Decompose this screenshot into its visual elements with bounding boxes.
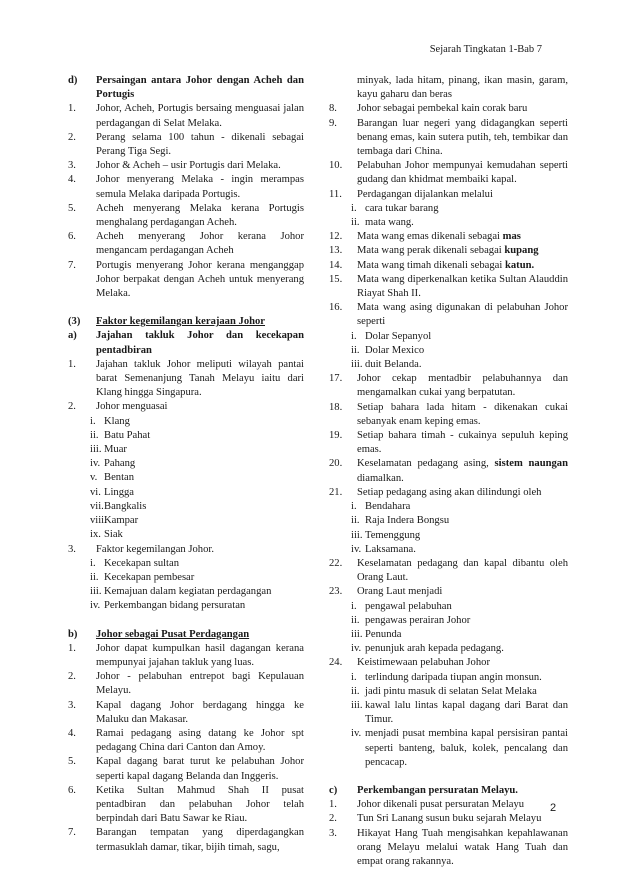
list-item: [329, 117, 568, 160]
item-text: Penunda: [365, 628, 402, 640]
item-text: Dolar Mexico: [365, 344, 425, 356]
item-text: Temenggung: [365, 529, 421, 541]
section-heading: [68, 329, 304, 357]
list-item: [68, 699, 304, 727]
item-text: Barangan tempatan yang diperdagangkan termasuklah damar, tikar, bijih timah, sagu,: [96, 827, 304, 853]
list-item: [329, 244, 568, 258]
item-text: Mata wang emas dikenali sebagai: [357, 231, 503, 243]
sub-list-item: [68, 471, 304, 485]
item-marker: i.: [90, 415, 96, 427]
item-marker: iii.: [351, 628, 363, 640]
item-marker: 2.: [68, 401, 76, 413]
list-item: [68, 259, 304, 302]
sub-list-item: [329, 344, 568, 358]
item-marker: 4.: [68, 174, 76, 186]
item-text: penunjuk arah kepada pedagang.: [365, 643, 504, 655]
item-marker: 2.: [329, 813, 337, 825]
item-text: Acheh menyerang Melaka kerana Portugis menghalang perdagangan Acheh.: [96, 202, 304, 229]
list-item: [68, 755, 304, 783]
sub-list-item: [329, 642, 568, 656]
item-marker: 6.: [68, 231, 76, 243]
item-marker: iv.: [90, 458, 101, 470]
list-item: [68, 131, 304, 159]
sub-list-item: [329, 671, 568, 685]
item-text: Kapal dagang Johor berdagang hingga ke Maluku dan Makasar.: [96, 699, 304, 725]
item-text: Johor cekap mentadbir pelabuhannya dan mengamalkan cukai yang berpatutan.: [357, 373, 568, 399]
item-bold-term: kupang: [504, 245, 539, 257]
item-marker: b): [68, 628, 78, 640]
spacer: [329, 770, 568, 784]
sub-list-item: [329, 529, 568, 543]
sub-list-item: [68, 415, 304, 429]
item-marker: d): [68, 75, 78, 86]
item-text: Kecekapan sultan: [104, 557, 180, 569]
item-marker: 3.: [68, 543, 76, 555]
item-text: Keselamatan pedagang asing,: [357, 458, 495, 470]
item-marker: 5.: [68, 202, 76, 214]
item-marker: 15.: [329, 273, 343, 285]
item-marker: iii.: [351, 699, 363, 711]
item-text: Setiap bahara timah - cukainya sepuluh keping emas.: [357, 430, 568, 456]
item-marker: a): [68, 330, 77, 342]
item-marker: 7.: [68, 827, 76, 839]
item-text: mata wang.: [365, 217, 414, 229]
item-marker: iv.: [90, 600, 101, 612]
item-text: Mata wang timah dikenali sebagai: [357, 259, 505, 271]
sub-list-item: [329, 330, 568, 344]
item-marker: iv.: [351, 728, 362, 740]
list-item: [329, 401, 568, 429]
item-text: Pelabuhan Johor mempunyai kemudahan seperti gudang dan khidmat membaiki kapal.: [357, 160, 568, 186]
item-marker: 14.: [329, 259, 343, 271]
item-marker: 16.: [329, 302, 343, 314]
sub-list-item: [68, 500, 304, 514]
item-text: Batu Pahat: [104, 429, 151, 441]
item-marker: viii.: [90, 515, 107, 527]
list-item: [329, 301, 568, 329]
sub-list-item: [68, 557, 304, 571]
right-column: [329, 74, 568, 869]
item-marker: 1.: [329, 799, 337, 811]
sub-list-item: [68, 443, 304, 457]
item-text: Orang Laut menjadi: [357, 586, 443, 598]
list-item: [68, 102, 304, 130]
item-text: Bentan: [104, 472, 135, 484]
list-item: [329, 798, 568, 812]
item-text: Siak: [104, 529, 123, 541]
list-item: [329, 827, 568, 869]
item-text: cara tukar barang: [365, 202, 439, 214]
item-marker: vi.: [90, 486, 101, 498]
list-item: [329, 457, 568, 485]
spacer: [68, 301, 304, 315]
item-marker: 3.: [329, 827, 337, 839]
item-text: Klang: [104, 415, 130, 427]
item-marker: (3): [68, 316, 81, 328]
item-text: Dolar Sepanyol: [365, 330, 432, 342]
item-text-after: diamalkan.: [357, 472, 404, 484]
sub-list-item: [329, 500, 568, 514]
item-marker: ii.: [90, 571, 99, 583]
item-marker: i.: [351, 501, 357, 513]
sub-list-item: [329, 543, 568, 557]
page-number: 2: [550, 802, 557, 814]
list-item: [68, 202, 304, 230]
list-item: [329, 486, 568, 500]
item-marker: 1.: [68, 642, 76, 654]
item-marker: i.: [351, 600, 357, 612]
list-item: [329, 656, 568, 670]
item-text: Johor sebagai Pusat Perdagangan: [96, 628, 250, 640]
item-text: Johor & Acheh – usir Portugis dari Melaka.: [96, 160, 281, 172]
item-text: Mata wang diperkenalkan ketika Sultan Alauddin Riayat Shah II.: [357, 273, 568, 300]
item-marker: iii.: [351, 359, 363, 371]
item-text: Mata wang perak dikenali sebagai: [357, 245, 505, 257]
item-text: Johor sebagai pembekal kain corak baru: [357, 103, 528, 115]
item-marker: 18.: [329, 401, 343, 413]
sub-list-item: [68, 571, 304, 585]
sub-list-item: [329, 216, 568, 230]
item-text: Kemajuan dalam kegiatan perdagangan: [104, 586, 272, 598]
item-text: Johor dapat kumpulkan hasil dagangan kerana mempunyai jajahan takluk yang luas.: [96, 642, 304, 668]
item-text: Johor, Acheh, Portugis bersaing menguasai jalan perdagangan di Selat Melaka.: [96, 103, 304, 129]
item-marker: 10.: [329, 160, 343, 172]
page-header: Sejarah Tingkatan 1-Bab 7: [429, 44, 542, 55]
item-bold-term: sistem naungan: [494, 458, 568, 470]
sub-list-item: [329, 614, 568, 628]
sub-list-item: [329, 628, 568, 642]
item-marker: vii.: [90, 500, 104, 512]
list-item: [68, 400, 304, 414]
sub-list-item: [68, 486, 304, 500]
item-marker: ii.: [351, 217, 360, 229]
item-marker: 17.: [329, 373, 343, 385]
section-heading: [68, 315, 304, 329]
section-heading: [329, 784, 568, 798]
sub-list-item: [329, 358, 568, 372]
item-text: Perang selama 100 tahun - dikenali sebagai Perang Tiga Segi.: [96, 131, 304, 158]
sub-list-item: [329, 600, 568, 614]
item-text: Lingga: [104, 486, 135, 498]
item-marker: 11.: [329, 188, 342, 200]
list-item: [329, 259, 568, 273]
item-marker: 5.: [68, 756, 76, 768]
item-text: Johor - pelabuhan entrepot bagi Kepulauan Melayu.: [96, 671, 304, 697]
list-item: [329, 812, 568, 826]
item-text: Jajahan takluk Johor dan kecekapan pentadbiran: [96, 330, 304, 356]
item-marker: v.: [90, 472, 98, 484]
item-text: Barangan luar negeri yang didagangkan seperti benang emas, kain sutera putih, teh, tembikar dan tembaga dari China.: [357, 117, 568, 158]
item-text: Setiap bahara lada hitam - dikenakan cukai sebanyak enam keping emas.: [357, 401, 568, 427]
item-marker: 13.: [329, 245, 343, 257]
item-text: terlindung daripada tiupan angin monsun.: [365, 671, 542, 683]
sub-list-item: [68, 429, 304, 443]
item-text: Mata wang asing digunakan di pelabuhan Johor seperti: [357, 302, 568, 328]
item-text: pengawal pelabuhan: [365, 600, 452, 612]
item-marker: 1.: [68, 358, 76, 370]
sub-list-item: [329, 727, 568, 770]
item-marker: 22.: [329, 557, 343, 569]
item-text: Johor dikenali pusat persuratan Melayu: [357, 799, 525, 811]
item-marker: ii.: [90, 429, 99, 441]
sub-list-item: [68, 528, 304, 542]
item-text: Perkembangan bidang persuratan: [104, 600, 246, 612]
left-column: [68, 74, 304, 855]
item-text: Keistimewaan pelabuhan Johor: [357, 657, 490, 669]
list-item: [68, 642, 304, 670]
list-item: [68, 230, 304, 258]
item-text: kawal lalu lintas kapal dagang dari Barat dan Timur.: [365, 699, 568, 726]
sub-list-item: [68, 585, 304, 599]
item-text: Bendahara: [365, 501, 411, 513]
item-text: Muar: [104, 444, 127, 456]
item-marker: 7.: [68, 259, 76, 271]
item-marker: 8.: [329, 103, 337, 115]
item-marker: iii.: [90, 586, 102, 598]
item-text: Acheh menyerang Johor kerana Johor mengancam perdagangan Acheh: [96, 231, 304, 257]
item-marker: ii.: [351, 614, 360, 626]
item-marker: 1.: [68, 103, 76, 115]
item-marker: 21.: [329, 486, 343, 498]
spacer: [68, 614, 304, 628]
item-text: Kapal dagang barat turut ke pelabuhan Johor seperti kapal dagang Belanda dan Inggeris.: [96, 756, 304, 782]
item-bold-term: mas: [502, 231, 521, 243]
sub-list-item: [329, 202, 568, 216]
item-marker: 9.: [329, 117, 337, 129]
item-marker: 6.: [68, 784, 76, 796]
item-marker: 23.: [329, 586, 343, 598]
list-item: [329, 557, 568, 585]
item-text: Faktor kegemilangan kerajaan Johor: [96, 316, 266, 328]
item-text: Jajahan takluk Johor meliputi wilayah pantai barat Semenanjung Tanah Melayu iaitu dari Klang hingga Singapura.: [96, 358, 304, 399]
item-marker: 2.: [68, 671, 76, 683]
item-text: Tun Sri Lanang susun buku sejarah Melayu: [357, 813, 542, 825]
item-text: Setiap pedagang asing akan dilindungi oleh: [357, 486, 542, 498]
item-text: Bangkalis: [104, 500, 147, 512]
item-text: Pahang: [104, 458, 136, 470]
section-heading: [68, 74, 304, 102]
section-heading: [68, 628, 304, 642]
list-item: [329, 372, 568, 400]
item-text: Ramai pedagang asing datang ke Johor spt pedagang China dari Canton dan Amoy.: [96, 727, 304, 754]
item-marker: c): [329, 784, 338, 796]
item-marker: 2.: [68, 131, 76, 143]
item-marker: 3.: [68, 160, 76, 172]
item-text: Raja Indera Bongsu: [365, 515, 450, 527]
item-marker: ii.: [351, 685, 360, 697]
list-item: [68, 543, 304, 557]
item-text: Portugis menyerang Johor kerana menganggap Johor berpakat dengan Acheh untuk menyerang Melaka.: [96, 259, 304, 300]
list-item: [68, 784, 304, 827]
item-text: Perdagangan dijalankan melalui: [357, 188, 493, 200]
item-text: Keselamatan pedagang dan kapal dibantu oleh Orang Laut.: [357, 557, 568, 584]
list-item: [329, 230, 568, 244]
list-item: [68, 670, 304, 698]
item-marker: iv.: [351, 643, 362, 655]
list-item: [329, 102, 568, 116]
item-marker: 12.: [329, 231, 343, 243]
sub-list-item: [68, 514, 304, 528]
item-marker: 20.: [329, 458, 343, 470]
item-text: Faktor kegemilangan Johor.: [96, 543, 214, 555]
item-marker: 4.: [68, 727, 76, 739]
item-marker: i.: [90, 557, 96, 569]
item-text: Hikayat Hang Tuah mengisahkan kepahlawanan orang Melayu melalui watak Hang Tuah dan empat orang rakannya.: [357, 827, 568, 867]
item-marker: iii.: [90, 444, 102, 456]
item-text: minyak, lada hitam, pinang, ikan masin, garam, kayu gaharu dan beras: [357, 75, 568, 101]
list-item: [329, 585, 568, 599]
sub-list-item: [68, 457, 304, 471]
item-marker: i.: [351, 330, 357, 342]
item-text: Kampar: [104, 515, 139, 527]
list-item: [329, 188, 568, 202]
item-text: menjadi pusat membina kapal persisiran pantai seperti banteng, baluk, kolek, pencalang dan pencacap.: [365, 728, 568, 768]
item-marker: iii.: [351, 529, 363, 541]
item-marker: iv.: [351, 543, 362, 555]
item-text: Ketika Sultan Mahmud Shah II pusat pentadbiran dan pelabuhan Johor telah berpindah dari Batu Sawar ke Riau.: [96, 784, 304, 825]
item-text: Johor menguasai: [96, 401, 168, 413]
sub-list-item: [329, 514, 568, 528]
item-text: Johor menyerang Melaka - ingin merampas semula Melaka daripada Portugis.: [96, 174, 304, 200]
item-marker: ii.: [351, 344, 360, 356]
list-item: [329, 273, 568, 301]
sub-list-item: [68, 599, 304, 613]
list-item: [68, 159, 304, 173]
list-item: [68, 358, 304, 401]
list-item: [68, 727, 304, 755]
item-text: Kecekapan pembesar: [104, 571, 195, 583]
item-marker: i.: [351, 202, 357, 214]
list-item-continuation: [329, 74, 568, 102]
list-item: [329, 159, 568, 187]
item-text: duit Belanda.: [365, 359, 422, 371]
item-marker: i.: [351, 671, 357, 683]
item-bold-term: katun.: [504, 259, 535, 271]
item-text: jadi pintu masuk di selatan Selat Melaka: [365, 685, 537, 697]
list-item: [68, 826, 304, 854]
sub-list-item: [329, 685, 568, 699]
item-marker: 19.: [329, 430, 343, 442]
item-marker: 3.: [68, 699, 76, 711]
item-marker: 24.: [329, 657, 343, 669]
list-item: [329, 429, 568, 457]
item-marker: ix.: [90, 529, 101, 541]
item-text: pengawas perairan Johor: [365, 614, 471, 626]
item-marker: ii.: [351, 515, 360, 527]
sub-list-item: [329, 699, 568, 727]
item-text: Laksamana.: [365, 543, 416, 555]
item-text: Persaingan antara Johor dengan Acheh dan Portugis: [96, 75, 304, 101]
item-text: Perkembangan persuratan Melayu.: [357, 784, 518, 796]
list-item: [68, 173, 304, 201]
